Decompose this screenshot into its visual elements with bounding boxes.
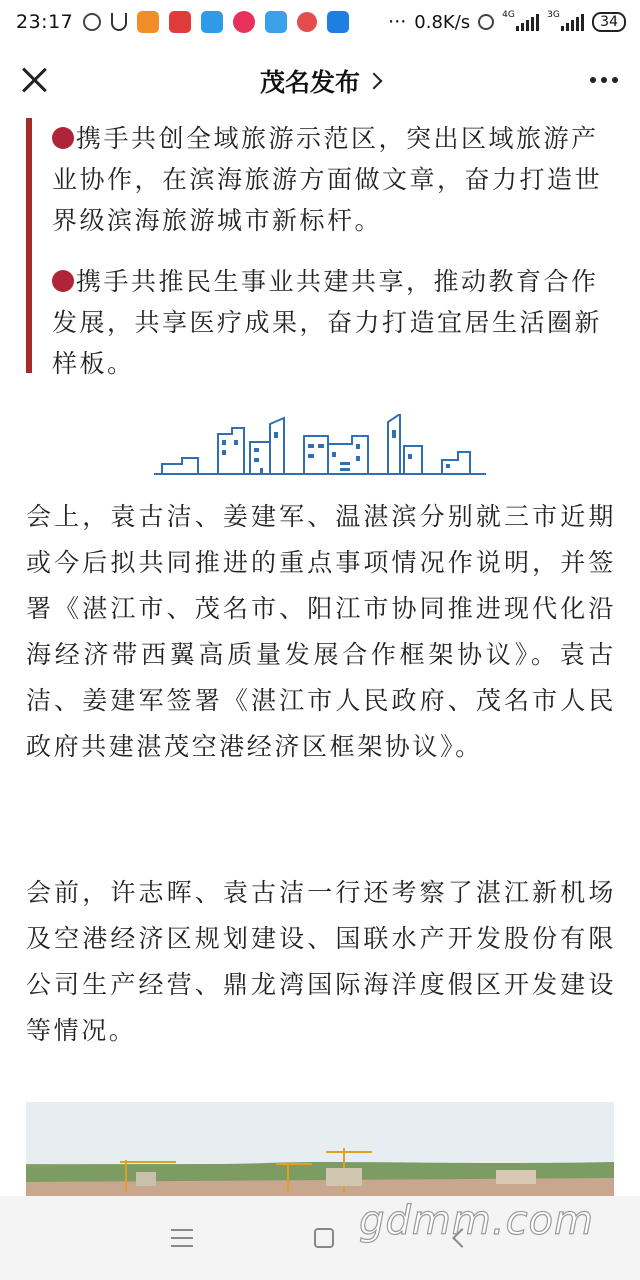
close-icon[interactable] [20, 66, 48, 94]
bullet-icon [52, 127, 74, 149]
signal-label: 4G [502, 10, 515, 20]
status-left [16, 11, 349, 33]
construction-photo-image [26, 1102, 614, 1196]
account-title-button[interactable] [260, 63, 380, 99]
app-icon [297, 12, 317, 32]
status-bar [0, 0, 640, 44]
highlight-text: 携手共创全域旅游示范区，突出区域旅游产业协作，在滨海旅游方面做文章，奋力打造世界级滨海旅游城市新标杆。 [52, 124, 603, 235]
highlight-item [52, 261, 616, 384]
app-icon [233, 11, 255, 33]
app-icon [201, 11, 223, 33]
watermark: gdmm.com [359, 1198, 594, 1244]
status-right [388, 11, 626, 33]
city-skyline-divider [152, 414, 488, 476]
more-notifications-icon: ··· [388, 11, 407, 33]
article-photo[interactable] [26, 1102, 614, 1196]
app-icon [169, 11, 191, 33]
article-paragraph: 会上，袁古洁、姜建军、温湛滨分别就三市近期或今后拟共同推进的重点事项情况作说明，并签署《湛江市、茂名市、阳江市协同推进现代化沿海经济带西翼高质量发展合作框架协议》。袁古洁、姜建军签署《湛江市人民政府、茂名市人民政府共建湛茂空港经济区框架协议》。 [26, 502, 616, 761]
net-speed: 0.8K/s [414, 11, 471, 33]
signal-icon [547, 10, 584, 31]
app-icon [327, 11, 349, 33]
article-content[interactable] [0, 118, 640, 1196]
article-paragraph: 会前，许志晖、袁古洁一行还考察了湛江新机场及空港经济区规划建设、国联水产开发股份有限公司生产经营、鼎龙湾国际海洋度假区开发建设等情况。 [26, 878, 616, 1045]
alarm-icon [478, 14, 494, 30]
menu-icon[interactable] [171, 1229, 193, 1247]
app-icon [265, 11, 287, 33]
nav-bar [0, 44, 640, 118]
app-icon [137, 11, 159, 33]
home-icon[interactable] [314, 1228, 334, 1248]
status-time: 23:17 [16, 11, 74, 33]
more-icon[interactable] [590, 77, 618, 83]
highlight-text: 携手共推民生事业共建共享，推动教育合作发展，共享医疗成果，奋力打造宜居生活圈新样板。 [52, 267, 603, 378]
chevron-right-icon [366, 73, 383, 90]
battery-icon: 34 [592, 12, 626, 32]
highlight-item [52, 118, 616, 241]
bullet-icon [52, 270, 74, 292]
u-icon [111, 13, 127, 31]
signal-label: 3G [547, 10, 560, 20]
nav-title: 茂名发布 [259, 68, 360, 97]
alarm-icon [83, 13, 101, 31]
highlight-block [26, 118, 616, 378]
signal-icon [502, 10, 539, 31]
